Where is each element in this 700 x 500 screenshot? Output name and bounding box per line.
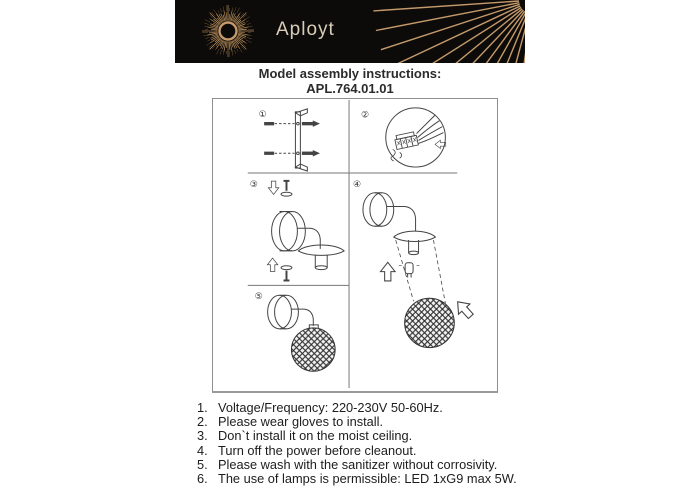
step-5-badge: ⑤ bbox=[254, 292, 263, 303]
step-2-wiring-diagram bbox=[386, 108, 446, 167]
instruction-item bbox=[197, 458, 517, 472]
instruction-item bbox=[197, 429, 517, 443]
instruction-text: Don`t install it on the moist ceiling. bbox=[218, 428, 413, 444]
corner-rays-icon bbox=[373, 1, 525, 63]
step-1-badge: ① bbox=[258, 109, 267, 120]
step-2-badge: ② bbox=[360, 110, 369, 121]
instruction-text: Voltage/Frequency: 220-230V 50-60Hz. bbox=[218, 400, 443, 415]
instruction-item bbox=[197, 444, 517, 458]
safety-instructions-list bbox=[197, 401, 517, 486]
title-block bbox=[0, 66, 700, 96]
instruction-number: 2. bbox=[197, 414, 208, 430]
header-bar bbox=[175, 0, 525, 63]
instruction-number: 3. bbox=[197, 428, 208, 444]
instruction-number: 5. bbox=[197, 456, 208, 472]
sunburst-logo-icon bbox=[202, 5, 254, 57]
step-1-bracket-diagram bbox=[265, 109, 319, 171]
instruction-item bbox=[197, 401, 517, 415]
step-3-badge: ③ bbox=[249, 179, 258, 190]
instruction-text: Turn off the power before cleanout. bbox=[218, 442, 417, 458]
instruction-item bbox=[197, 415, 517, 429]
step-4-exploded-diagram bbox=[363, 193, 477, 348]
step-5-assembled-diagram bbox=[268, 295, 336, 371]
brand-name: Aployt bbox=[276, 19, 335, 40]
instruction-text: The use of lamps is permissible: LED 1xG9 max 5W. bbox=[218, 470, 517, 486]
instruction-number: 4. bbox=[197, 442, 208, 458]
instruction-item bbox=[197, 472, 517, 486]
assembly-diagram-panel bbox=[212, 98, 498, 393]
step-4-badge: ④ bbox=[353, 179, 362, 190]
step-3-base-diagram bbox=[267, 181, 344, 281]
header-decoration bbox=[175, 0, 525, 63]
instruction-text: Please wear gloves to install. bbox=[218, 414, 384, 430]
model-number: APL.764.01.01 bbox=[306, 81, 394, 96]
page-title: Model assembly instructions: bbox=[258, 66, 442, 81]
instruction-number: 1. bbox=[197, 400, 208, 415]
instruction-text: Please wash with the sanitizer without corrosivity. bbox=[218, 456, 498, 472]
assembly-diagram bbox=[213, 99, 497, 389]
instruction-number: 6. bbox=[197, 470, 208, 486]
